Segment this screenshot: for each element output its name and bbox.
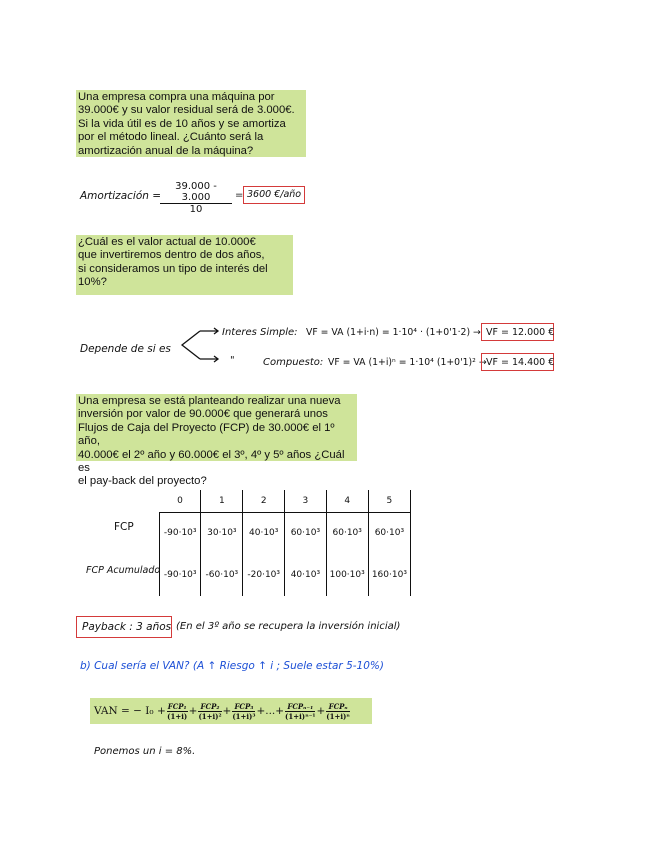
van-term: [198, 702, 221, 721]
van-plus: +: [188, 705, 198, 717]
amortization-fraction: [160, 181, 232, 215]
compound-interest-label: Compuesto:: [263, 357, 324, 368]
fcp-cell: 60·10³: [368, 512, 410, 554]
van-term-num: FCP₁: [167, 701, 187, 711]
branch-arrows-icon: [180, 325, 220, 365]
row-label-fcp-accumulated: FCP Acumulado: [86, 565, 161, 576]
amortization-label: Amortización =: [80, 190, 162, 202]
amortization-result: 3600 €/año: [247, 189, 302, 200]
year-cell: 4: [326, 490, 368, 512]
compound-interest-formula: VF = VA (1+i)ⁿ = 1·10⁴ (1+0'1)² →: [328, 357, 487, 368]
simple-interest-formula: VF = VA (1+i·n) = 1·10⁴ · (1+0'1·2) →: [306, 327, 481, 338]
year-cell: 0: [160, 490, 201, 512]
depends-label: Depende de si es: [80, 343, 171, 355]
van-term: [285, 702, 315, 721]
van-term-den: (1+i)ⁿ: [326, 711, 350, 721]
year-cell: 1: [201, 490, 243, 512]
question-3-box: [76, 394, 357, 488]
van-term-den: (1+i)²: [198, 711, 222, 721]
van-dots: +...+: [256, 705, 285, 717]
row-label-fcp: FCP: [114, 521, 134, 533]
van-term-num: FCP₂: [198, 702, 221, 712]
van-term: [232, 702, 255, 721]
van-term-den: (1+i)ⁿ⁻¹: [285, 711, 316, 721]
simple-interest-label: Interes Simple:: [222, 327, 298, 338]
van-plus: +: [316, 705, 326, 717]
van-term-den: (1+i)³: [232, 711, 256, 721]
van-term: [326, 702, 350, 721]
fcp-accumulated-cell: -20·10³: [243, 554, 285, 596]
table-header-row: [160, 490, 411, 512]
van-term-num: FCPₙ₋₁: [285, 702, 315, 712]
year-cell: 3: [285, 490, 326, 512]
amortization-equals: =: [235, 190, 244, 201]
fcp-accumulated-cell: 40·10³: [285, 554, 326, 596]
fraction-numerator: 39.000 - 3.000: [160, 181, 232, 204]
question-2-text: ¿Cuál es el valor actual de 10.000€ que invertiremos dentro de dos años, si consideramos un tipo de interés del 10%?: [78, 236, 268, 289]
fcp-cell: 40·10³: [243, 512, 285, 554]
van-question: b) Cual sería el VAN? (A ↑ Riesgo ↑ i ; Suele estar 5-10%): [80, 660, 384, 672]
payback-note: (En el 3º año se recupera la inversión inicial): [176, 621, 401, 632]
van-term-num: FCPₙ: [326, 702, 350, 712]
fcp-cell: -90·10³: [160, 512, 201, 554]
van-term-num: FCP₃: [232, 702, 255, 712]
fcp-cell: 60·10³: [326, 512, 368, 554]
table-row: [160, 512, 411, 554]
question-1-box: [76, 90, 306, 157]
table-row: [160, 554, 411, 596]
question-3-text: Una empresa se está planteando realizar una nueva inversión por valor de 90.000€ que generará unos Flujos de Caja del Proyecto (FCP) de 30.000€ el 1º año, 40.000€ el 2º año y 60.000€ el 3º, 4º y 5º años ¿Cuál es el pay-back del proyecto?: [78, 395, 345, 488]
discount-rate-note: Ponemos un i = 8%.: [94, 746, 196, 757]
compound-interest-result: VF = 14.400 €: [486, 357, 555, 368]
fraction-denominator: 10: [189, 204, 203, 215]
year-cell: 5: [368, 490, 410, 512]
van-lead: VAN = − I₀ +: [94, 705, 166, 717]
payback-result: Payback : 3 años: [82, 621, 172, 633]
fcp-cell: 30·10³: [201, 512, 243, 554]
question-2-box: [76, 235, 293, 295]
year-cell: 2: [243, 490, 285, 512]
fcp-accumulated-cell: 160·10³: [368, 554, 410, 596]
van-term: [167, 702, 188, 721]
fcp-cell: 60·10³: [285, 512, 326, 554]
cash-flow-table: [159, 490, 411, 596]
van-term-den: (1+i): [167, 711, 188, 721]
fcp-accumulated-cell: 100·10³: [326, 554, 368, 596]
question-1-text: Una empresa compra una máquina por 39.000€ y su valor residual será de 3.000€. Si la vida útil es de 10 años y se amortiza por el método lineal. ¿Cuánto será la amortización anual de la máquina?: [78, 91, 295, 157]
simple-interest-result: VF = 12.000 €: [486, 327, 555, 338]
van-formula-box: [90, 698, 372, 724]
fcp-accumulated-cell: -60·10³: [201, 554, 243, 596]
van-plus: +: [222, 705, 232, 717]
ditto-mark: ": [230, 355, 235, 366]
fcp-accumulated-cell: -90·10³: [160, 554, 201, 596]
